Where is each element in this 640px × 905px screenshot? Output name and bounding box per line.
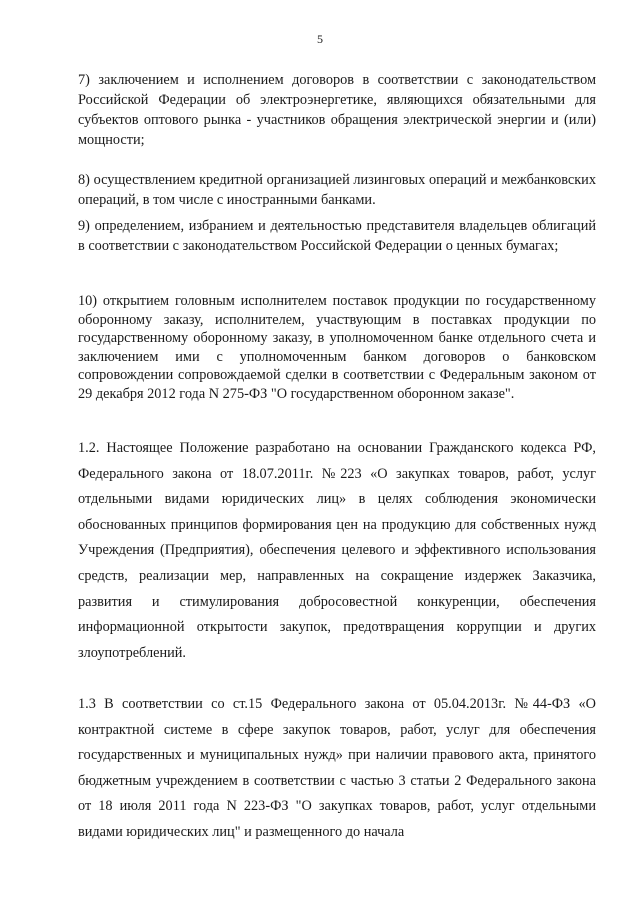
- paragraph-section-1-2: 1.2. Настоящее Положение разработано на основании Гражданского кодекса РФ, Федерального закона от 18.07.2011г. №223 «О закупках товаров, работ, услуг отдельными видами юридических лиц» в целях соблюдения экономически обоснованных принципов формирования цен на продукцию для собственных нужд Учреждения (Предприятия), обеспечения целевого и эффективного использования средств, реализации мер, направленных на сокращение издержек Заказчика, развития и стимулирования добросовестной конкуренции, обеспечения информационной открытости закупок, предотвращения коррупции и других злоупотреблений.: [78, 440, 596, 661]
- paragraph-item-7: 7) заключением и исполнением договоров в соответствии с законодательством Российской Федерации об электроэнергетике, являющихся обязательными для субъектов оптового рынка - участников обращения электрической энергии и (или) мощности;: [78, 72, 596, 148]
- page-number: 5: [317, 32, 323, 46]
- paragraph-item-8: 8) осуществлением кредитной организацией лизинговых операций и межбанковских операций, в том числе с иностранными банками.: [78, 172, 596, 208]
- paragraph-item-10: 10) открытием головным исполнителем поставок продукции по государственному оборонному заказу, исполнителем, участвующим в поставках продукции по государственному оборонному заказу, в уполномоченном банке отдельного счета и заключением ими с уполномоченным банком договоров о банковском сопровождении сопровождаемой сделки в соответствии с Федеральным законом от 29 декабря 2012 года N 275-ФЗ "О государственном оборонном заказе".: [78, 293, 596, 402]
- paragraph-section-1-3: 1.3 В соответствии со ст.15 Федерального закона от 05.04.2013г. №44-ФЗ «О контрактной системе в сфере закупок товаров, работ, услуг для обеспечения государственных и муниципальных нужд» при наличии правового акта, принятого бюджетным учреждением в соответствии с частью 3 статьи 2 Федерального закона от 18 июля 2011 года N 223-ФЗ "О закупках товаров, работ, услуг отдельными видами юридических лиц" и размещенного до начала: [78, 696, 596, 840]
- paragraph-item-9: 9) определением, избранием и деятельностью представителя владельцев облигаций в соответствии с законодательством Российской Федерации о ценных бумагах;: [78, 218, 596, 254]
